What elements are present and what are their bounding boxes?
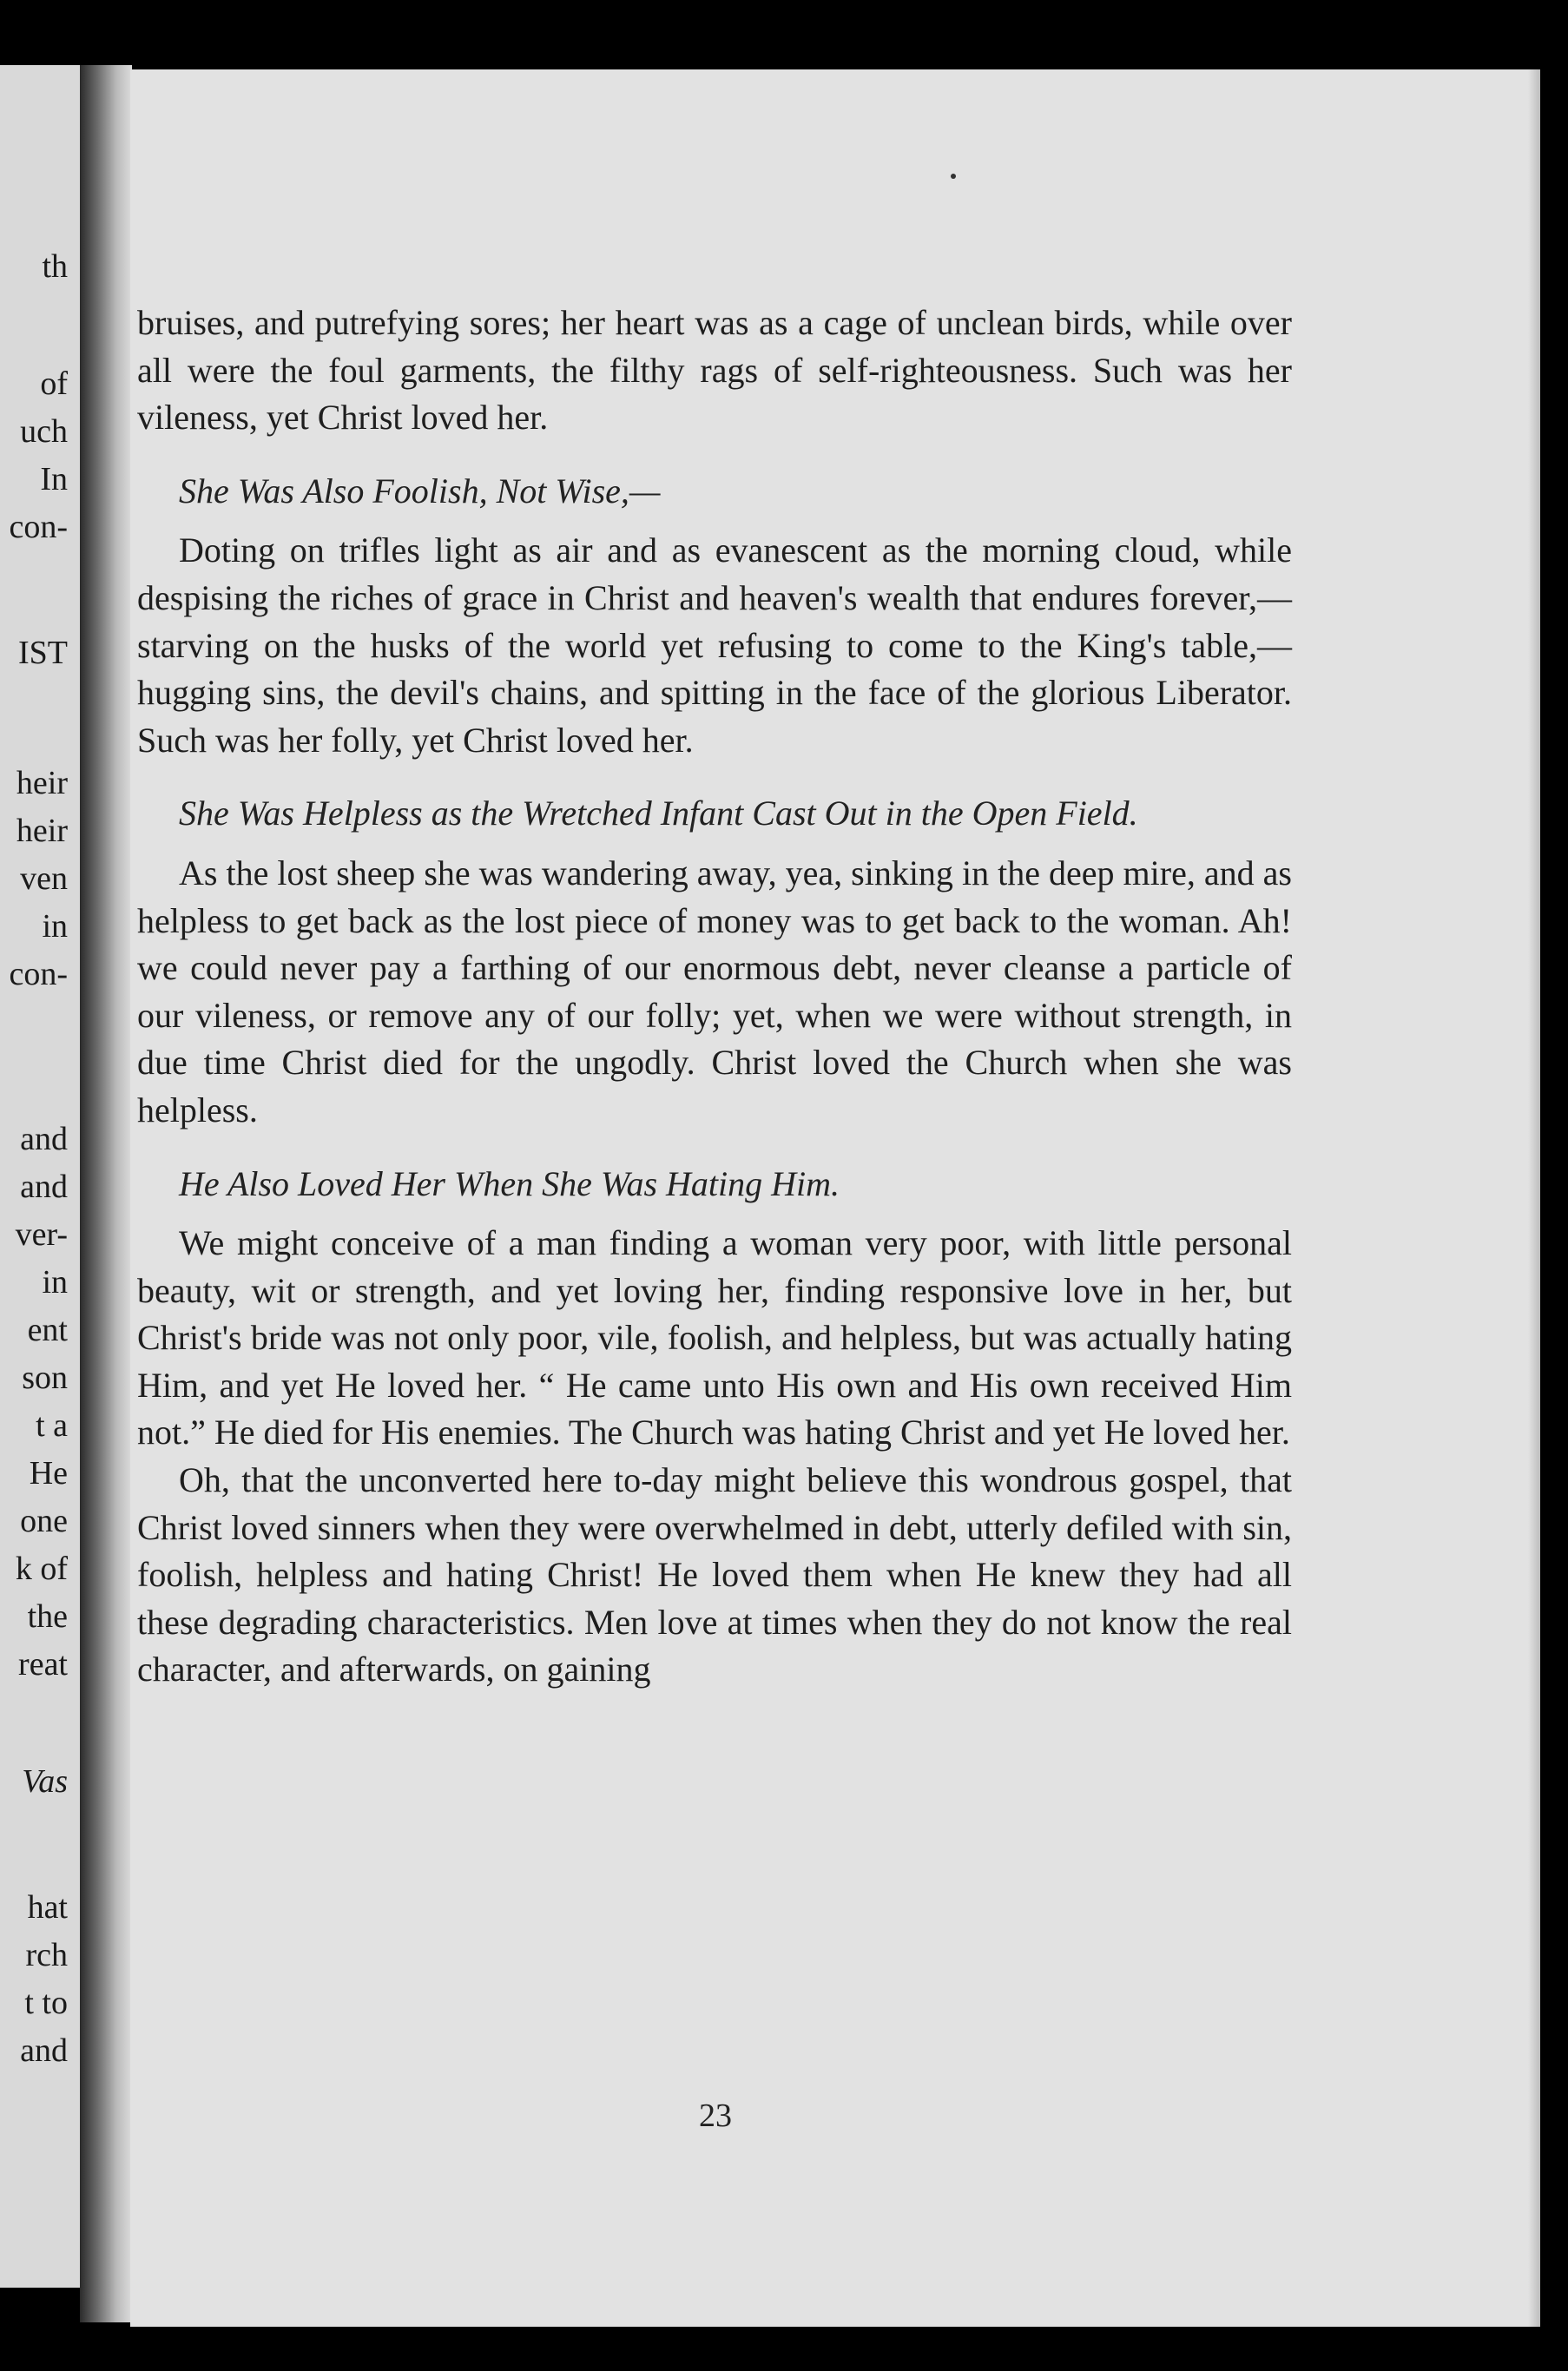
facing-page-fragment bbox=[0, 65, 83, 2288]
facing-page-line: IST bbox=[18, 635, 68, 671]
facing-page-line: son bbox=[22, 1360, 68, 1396]
facing-page-line: th bbox=[42, 248, 68, 285]
paragraph-continued: bruises, and putrefying sores; her heart was as a cage of unclean birds, while over all were the foul garments, the filthy rags of self-righteousness. Such was her vileness, yet Christ loved her. bbox=[137, 303, 1292, 438]
facing-page-line: t to bbox=[24, 1985, 68, 2021]
book-page bbox=[130, 69, 1537, 2327]
section-heading-helpless: She Was Helpless as the Wretched Infant Cast Out in the Open Field. bbox=[179, 794, 1138, 833]
facing-page-line: He bbox=[29, 1455, 68, 1492]
facing-page-line: Vas bbox=[22, 1763, 68, 1800]
facing-page-line: ent bbox=[27, 1312, 68, 1348]
binding-gutter-shadow bbox=[80, 65, 132, 2322]
facing-page-line: one bbox=[20, 1503, 68, 1539]
ink-speck bbox=[951, 174, 956, 179]
paragraph-folly: Doting on trifles light as air and as evanescent as the morning cloud, while despising the riches of grace in Christ and heaven's wealth that endures forever,—starving on the husks of the world yet refusing to come to the King's table,—hugging sins, the devil's chains, and spitting in the face of the glorious Liberator. Such was her folly, yet Christ loved her. bbox=[137, 530, 1292, 760]
paragraph-hating: We might conceive of a man finding a woman very poor, with little personal beauty, wit or strength, and yet loving her, finding responsive love in her, but Christ's bride was not only poor, vile, foolish, and helpless, but was actually hating Him, and yet He loved her. “ He came unto His own and His own received Him not.” He died for His enemies. The Church was hating Christ and yet He loved her. bbox=[137, 1223, 1292, 1452]
facing-page-line: hat bbox=[27, 1889, 68, 1926]
facing-page-line: con- bbox=[9, 956, 68, 992]
facing-page-line: heir bbox=[16, 765, 68, 801]
facing-page-line: and bbox=[20, 1121, 68, 1157]
facing-page-line: and bbox=[20, 1169, 68, 1205]
section-heading-foolish: She Was Also Foolish, Not Wise,— bbox=[179, 471, 661, 510]
facing-page-line: in bbox=[42, 908, 68, 945]
paragraph-appeal: Oh, that the unconverted here to-day might believe this wondrous gospel, that Christ loved sinners when they were overwhelmed in debt, utterly defiled with sin, foolish, helpless and hating Christ! He loved them when He knew they had all these degrading characteristics. Men love at times when they do not know the real character, and afterwards, on gaining bbox=[137, 1460, 1292, 1689]
paragraph-helpless: As the lost sheep she was wandering away, yea, sinking in the deep mire, and as helpless to get back as the lost piece of money was to get back to the woman. Ah! we could never pay a farthing of our enormous debt, never cleanse a particle of our vileness, or remove any of our folly; yet, when we were without strength, in due time Christ died for the ungodly. Christ loved the Church when she was helpless. bbox=[137, 853, 1292, 1130]
facing-page-line: rch bbox=[25, 1937, 68, 1973]
page-edge-shadow bbox=[1528, 69, 1540, 2327]
page-number: 23 bbox=[699, 2098, 732, 2134]
section-heading-hating: He Also Loved Her When She Was Hating Him. bbox=[179, 1163, 840, 1203]
facing-page-line: ver- bbox=[15, 1216, 68, 1253]
facing-page-line: reat bbox=[18, 1646, 68, 1683]
facing-page-line: k of bbox=[15, 1551, 68, 1587]
facing-page-line: con- bbox=[9, 509, 68, 545]
facing-page-line: t a bbox=[36, 1407, 68, 1444]
facing-page-line: and bbox=[20, 2032, 68, 2069]
facing-page-line: in bbox=[42, 1264, 68, 1301]
facing-page-line: ven bbox=[20, 860, 68, 897]
page-body bbox=[137, 300, 1292, 1694]
facing-page-line: heir bbox=[16, 813, 68, 849]
facing-page-line: the bbox=[27, 1598, 68, 1635]
facing-page-line: of bbox=[40, 366, 68, 402]
facing-page-line: In bbox=[40, 461, 68, 497]
facing-page-line: uch bbox=[20, 413, 68, 450]
